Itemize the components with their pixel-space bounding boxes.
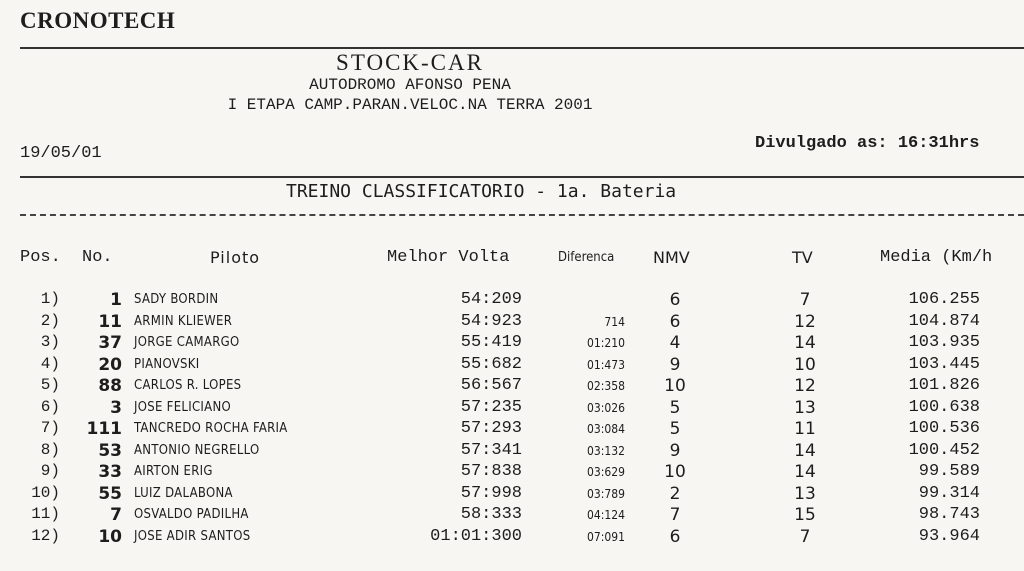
- row-tv: 14: [794, 441, 816, 461]
- row-tv: 7: [799, 527, 811, 547]
- row-best-lap: 57:341: [460, 441, 522, 460]
- row-driver: PIANOVSKI: [134, 357, 200, 372]
- row-car-number: 53: [98, 441, 122, 461]
- row-best-lap: 57:838: [460, 462, 522, 481]
- row-avg-speed: 99.589: [918, 462, 980, 481]
- row-best-lap: 57:998: [460, 484, 522, 503]
- row-driver: ARMIN KLIEWER: [134, 314, 233, 329]
- row-best-lap: 57:235: [460, 398, 522, 417]
- row-tv: 12: [794, 376, 816, 396]
- row-driver: SADY BORDIN: [134, 292, 219, 307]
- row-diff: 02:358: [587, 379, 625, 393]
- row-pos: 10): [31, 484, 60, 502]
- row-avg-speed: 100.452: [908, 441, 980, 460]
- row-nmv: 10: [664, 462, 686, 482]
- column-header-driver: Piloto: [210, 248, 261, 267]
- row-avg-speed: 99.314: [918, 484, 980, 503]
- column-header-diff: Diferenca: [558, 250, 615, 265]
- table-row: [0, 376, 1024, 397]
- column-header-nmv: NMV: [653, 248, 690, 267]
- row-car-number: 7: [110, 505, 122, 525]
- row-car-number: 37: [98, 333, 122, 353]
- row-pos: 11): [31, 505, 60, 523]
- row-diff: 07:091: [587, 530, 625, 544]
- row-pos: 6): [40, 398, 60, 416]
- row-nmv: 9: [669, 441, 681, 461]
- row-best-lap: 55:419: [460, 333, 522, 352]
- row-best-lap: 54:923: [460, 312, 522, 331]
- row-driver: CARLOS R. LOPES: [134, 378, 242, 393]
- column-header-no: No.: [82, 248, 113, 267]
- section-top-rule: [20, 176, 1024, 178]
- row-nmv: 6: [669, 290, 681, 310]
- session-title: TREINO CLASSIFICATORIO - 1a. Bateria: [286, 181, 677, 202]
- row-diff: 03:026: [587, 401, 625, 415]
- row-driver: JOSE FELICIANO: [134, 400, 232, 415]
- row-driver: JOSE ADIR SANTOS: [134, 529, 251, 544]
- row-avg-speed: 103.935: [908, 333, 980, 352]
- event-venue: AUTODROMO AFONSO PENA: [309, 76, 511, 94]
- row-car-number: 55: [98, 484, 122, 504]
- row-pos: 5): [40, 376, 60, 394]
- row-tv: 15: [794, 505, 816, 525]
- release-time: Divulgado as: 16:31hrs: [755, 134, 980, 153]
- row-avg-speed: 98.743: [918, 505, 980, 524]
- table-row: [0, 355, 1024, 376]
- row-avg-speed: 104.874: [908, 312, 980, 331]
- row-pos: 1): [40, 290, 60, 308]
- event-title: STOCK-CAR: [336, 50, 484, 75]
- row-best-lap: 55:682: [460, 355, 522, 374]
- row-nmv: 4: [669, 333, 681, 353]
- table-row: [0, 527, 1024, 548]
- row-tv: 7: [799, 290, 811, 310]
- row-car-number: 88: [98, 376, 122, 396]
- row-tv: 14: [794, 462, 816, 482]
- row-car-number: 3: [110, 398, 122, 418]
- row-pos: 2): [40, 312, 60, 330]
- row-best-lap: 54:209: [460, 290, 522, 309]
- table-row: [0, 484, 1024, 505]
- row-avg-speed: 100.638: [908, 398, 980, 417]
- row-car-number: 33: [98, 462, 122, 482]
- row-car-number: 111: [86, 419, 122, 439]
- row-best-lap: 58:333: [460, 505, 522, 524]
- brand-logo-text: CRONOTECH: [20, 8, 176, 33]
- row-car-number: 11: [98, 312, 122, 332]
- row-diff: 03:084: [587, 422, 625, 436]
- table-row: [0, 398, 1024, 419]
- row-driver: LUIZ DALABONA: [134, 486, 233, 501]
- row-tv: 10: [794, 355, 816, 375]
- row-diff: 714: [604, 315, 625, 329]
- table-row: [0, 333, 1024, 354]
- row-avg-speed: 100.536: [908, 419, 980, 438]
- row-diff: 03:789: [587, 487, 625, 501]
- row-best-lap: 57:293: [460, 419, 522, 438]
- row-pos: 3): [40, 333, 60, 351]
- row-best-lap: 01:01:300: [430, 527, 522, 546]
- row-tv: 14: [794, 333, 816, 353]
- row-driver: JORGE CAMARGO: [134, 335, 240, 350]
- document-date: 19/05/01: [20, 144, 102, 163]
- row-nmv: 9: [669, 355, 681, 375]
- section-dashed-rule: [20, 214, 1024, 216]
- table-row: [0, 290, 1024, 311]
- column-header-avg: Media (Km/h: [880, 248, 993, 267]
- row-pos: 4): [40, 355, 60, 373]
- header-rule: [20, 47, 1024, 49]
- row-nmv: 5: [669, 398, 681, 418]
- table-row: [0, 419, 1024, 440]
- row-best-lap: 56:567: [460, 376, 522, 395]
- table-row: [0, 505, 1024, 526]
- column-header-tv: TV: [792, 248, 813, 267]
- row-nmv: 10: [664, 376, 686, 396]
- row-pos: 8): [40, 441, 60, 459]
- column-header-pos: Pos.: [20, 248, 61, 267]
- row-tv: 13: [794, 398, 816, 418]
- row-diff: 01:473: [587, 358, 625, 372]
- row-driver: AIRTON ERIG: [134, 464, 213, 479]
- column-header-best-lap: Melhor Volta: [387, 248, 510, 267]
- row-nmv: 5: [669, 419, 681, 439]
- row-pos: 12): [31, 527, 60, 545]
- row-tv: 11: [794, 419, 816, 439]
- row-tv: 13: [794, 484, 816, 504]
- row-pos: 7): [40, 419, 60, 437]
- row-nmv: 2: [669, 484, 681, 504]
- table-row: [0, 312, 1024, 333]
- row-avg-speed: 93.964: [918, 527, 980, 546]
- row-avg-speed: 106.255: [908, 290, 980, 309]
- row-car-number: 10: [98, 527, 122, 547]
- table-row: [0, 441, 1024, 462]
- row-car-number: 1: [110, 290, 122, 310]
- row-diff: 01:210: [587, 336, 625, 350]
- row-diff: 03:132: [587, 444, 625, 458]
- row-nmv: 6: [669, 312, 681, 332]
- event-championship: I ETAPA CAMP.PARAN.VELOC.NA TERRA 2001: [227, 96, 593, 114]
- row-driver: OSVALDO PADILHA: [134, 507, 249, 522]
- row-avg-speed: 103.445: [908, 355, 980, 374]
- row-nmv: 6: [669, 527, 681, 547]
- row-tv: 12: [794, 312, 816, 332]
- row-diff: 03:629: [587, 465, 625, 479]
- row-driver: ANTONIO NEGRELLO: [134, 443, 260, 458]
- row-driver: TANCREDO ROCHA FARIA: [134, 421, 288, 436]
- row-car-number: 20: [98, 355, 122, 375]
- row-nmv: 7: [669, 505, 681, 525]
- table-row: [0, 462, 1024, 483]
- row-avg-speed: 101.826: [908, 376, 980, 395]
- row-pos: 9): [40, 462, 60, 480]
- row-diff: 04:124: [587, 508, 625, 522]
